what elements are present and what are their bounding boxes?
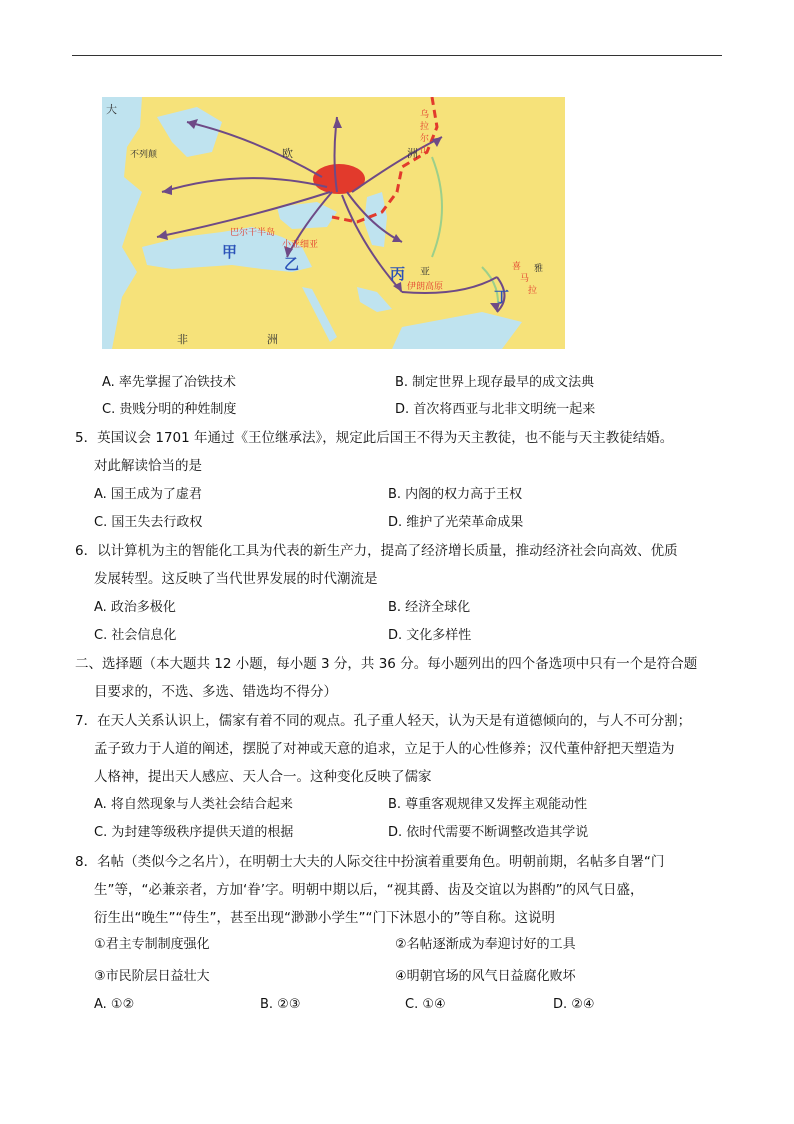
header-rule (72, 55, 722, 56)
label-britain: 不列颠 (130, 150, 158, 160)
q4-option-b: B. 制定世界上现存最早的成文法典 (395, 375, 595, 390)
label-himalaya-4: 雅 (534, 264, 544, 274)
q8-line3: 衍生出“晚生”“侍生”，甚至出现“渺渺小学生”“门下沐恩小的”等自称。这说明 (94, 910, 555, 926)
q8-line1: 8．名帖（类似今之名片），在明朝士大夫的人际交往中扮演着重要角色。明朝前期，名帖多自署“门 (75, 854, 665, 870)
q5-option-d: D. 维护了光荣革命成果 (388, 515, 524, 530)
q8-line2: 生”等，“必兼亲者，方加‘眷’字。明朝中期以后，“视其爵、齿及交谊以为斟酌”的风气日盛， (94, 882, 644, 898)
q4-option-a: A. 率先掌握了冶铁技术 (102, 375, 236, 390)
q7-line2: 孟子致力于人道的阐述，摆脱了对神或天意的追求，立足于人的心性修养；汉代董仲舒把天塑造为 (94, 741, 675, 757)
q6-line1: 6．以计算机为主的智能化工具为代表的新生产力，提高了经济增长质量，推动经济社会向高效、优质 (75, 543, 678, 559)
q7-option-a: A. 将自然现象与人类社会结合起来 (94, 797, 293, 812)
q6-option-a: A. 政治多极化 (94, 600, 176, 615)
q7-line3: 人格神，提出天人感应、天人合一。这种变化反映了儒家 (94, 769, 432, 785)
label-balkan: 巴尔干半岛 (230, 228, 276, 238)
label-tl: 大 (106, 103, 117, 116)
label-asia-minor: 小亚细亚 (282, 240, 319, 250)
q4-option-d: D. 首次将西亚与北非文明统一起来 (395, 402, 596, 417)
q8-option-a: A. ①② (94, 997, 135, 1012)
q6-option-b: B. 经济全球化 (388, 600, 471, 615)
label-ural-3: 尔 (420, 134, 430, 144)
q7-line1: 7．在天人关系认识上，儒家有着不同的观点。孔子重人轻天，认为天是有道德倾向的，与人不可分割； (75, 713, 692, 729)
label-iran: 伊朗高原 (407, 282, 444, 292)
q8-option-d: D. ②④ (553, 997, 595, 1012)
label-eu2: 洲 (407, 147, 418, 160)
q8-item-1: ①君主专制制度强化 (94, 937, 210, 952)
label-eu: 欧 (282, 147, 293, 160)
q6-option-c: C. 社会信息化 (94, 628, 177, 643)
label-bing: 丙 (390, 265, 406, 283)
label-yi: 乙 (284, 255, 300, 273)
q4-option-c: C. 贵贱分明的种姓制度 (102, 402, 237, 417)
label-ural-2: 拉 (420, 122, 430, 132)
label-africa2: 洲 (267, 333, 278, 346)
q8-option-b: B. ②③ (260, 997, 301, 1012)
q6-line2: 发展转型。这反映了当代世界发展的时代潮流是 (94, 571, 378, 587)
q8-item-4: ④明朝官场的风气日益腐化败坏 (395, 969, 576, 984)
label-asia: 亚 (420, 267, 430, 278)
q7-option-d: D. 依时代需要不断调整改造其学说 (388, 825, 589, 840)
label-ural-4: 山 (420, 146, 430, 156)
label-himalaya-2: 马 (520, 274, 530, 284)
section2-line2: 目要求的，不选、多选、错选均不得分） (94, 684, 337, 700)
label-himalaya-1: 喜 (512, 262, 522, 272)
q7-option-c: C. 为封建等级秩序提供天道的根据 (94, 825, 294, 840)
q5-option-a: A. 国王成为了虚君 (94, 487, 202, 502)
q6-option-d: D. 文化多样性 (388, 628, 472, 643)
label-ural-1: 乌 (420, 110, 430, 120)
historical-migration-map (102, 97, 565, 349)
q5-line1: 5．英国议会 1701 年通过《王位继承法》，规定此后国王不得为天主教徒，也不能与天主教徒结婚。 (75, 430, 674, 446)
label-jia: 甲 (222, 243, 238, 261)
q5-option-c: C. 国王失去行政权 (94, 515, 203, 530)
q8-item-2: ②名帖逐渐成为奉迎讨好的工具 (395, 937, 576, 952)
q5-line2: 对此解读恰当的是 (94, 458, 202, 474)
q8-option-c: C. ①④ (405, 997, 446, 1012)
q8-item-3: ③市民阶层日益壮大 (94, 969, 210, 984)
q5-option-b: B. 内阁的权力高于王权 (388, 487, 523, 502)
label-africa: 非 (177, 333, 188, 346)
label-ding: 丁 (494, 288, 510, 306)
q7-option-b: B. 尊重客观规律又发挥主观能动性 (388, 797, 588, 812)
section2-line1: 二、选择题（本大题共 12 小题，每小题 3 分，共 36 分。每小题列出的四个备选项中只有一个是符合题 (75, 656, 698, 672)
label-himalaya-3: 拉 (528, 286, 538, 296)
